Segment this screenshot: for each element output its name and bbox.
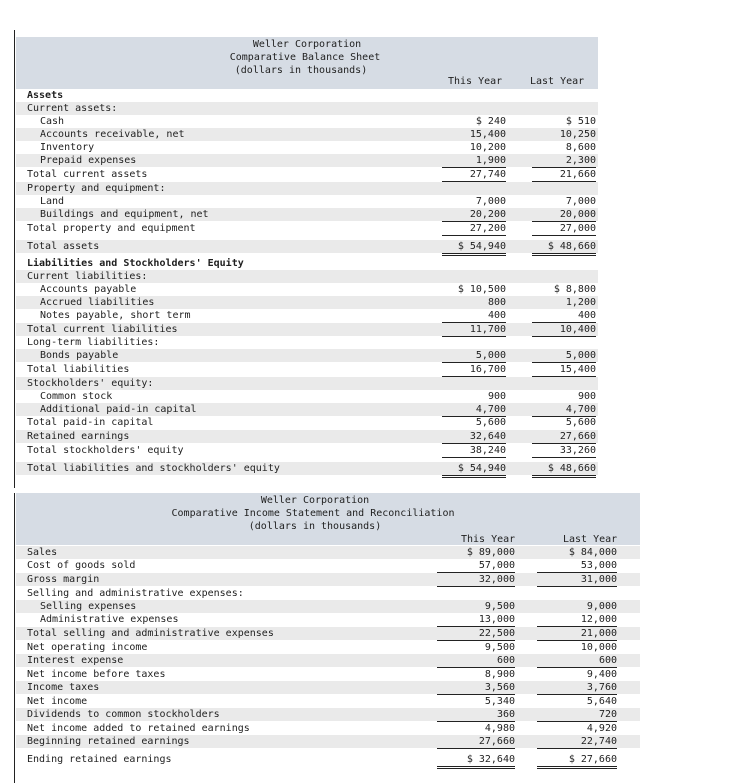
value-last-year: 31,000	[537, 573, 617, 587]
row-label: Total current liabilities	[27, 324, 178, 335]
row-administrative-expenses	[16, 613, 640, 626]
value-last-year: 53,000	[537, 559, 617, 573]
row-label: Total stockholders' equity	[27, 445, 184, 456]
row-bonds-payable	[16, 349, 598, 362]
row-label: Accounts payable	[40, 284, 137, 295]
row-label: Selling expenses	[40, 601, 137, 612]
value-last-year: 4,920	[586, 723, 617, 734]
row-net-operating-income	[16, 641, 640, 654]
bs-col-last-year: Last Year	[530, 76, 585, 87]
value-this-year: 57,000	[437, 559, 515, 573]
value-this-year: 27,660	[437, 735, 515, 749]
row-inventory	[16, 141, 598, 154]
value-last-year: 720	[537, 708, 617, 722]
row-label: Net income before taxes	[27, 669, 166, 680]
row-label: Notes payable, short term	[40, 310, 191, 321]
value-this-year: 15,400	[469, 129, 506, 140]
row-label: Liabilities and Stockholders' Equity	[27, 258, 244, 269]
income-statement-title	[16, 494, 640, 533]
row-accounts-payable	[16, 283, 598, 296]
row-label: Net operating income	[27, 642, 148, 653]
row-label: Long-term liabilities:	[27, 337, 160, 348]
row-land	[16, 195, 598, 208]
row-common-stock	[16, 390, 598, 403]
value-this-year: 27,200	[442, 222, 506, 236]
value-this-year: 360	[437, 708, 515, 722]
value-this-year: 8,900	[484, 669, 515, 680]
value-last-year: 5,640	[586, 696, 617, 707]
row-current-assets	[16, 102, 598, 115]
value-this-year: 7,000	[475, 196, 506, 207]
row-cash	[16, 115, 598, 128]
value-last-year: 3,760	[537, 681, 617, 695]
units-note: (dollars in thousands)	[248, 521, 382, 532]
value-this-year: $ 32,640	[437, 753, 515, 769]
bs-col-this-year: This Year	[448, 76, 503, 87]
value-last-year: 400	[532, 309, 596, 323]
row-label: Total paid-in capital	[27, 417, 154, 428]
row-gross-margin	[16, 573, 640, 586]
row-label: Cash	[40, 116, 65, 127]
row-label: Total property and equipment	[27, 223, 196, 234]
value-this-year: 5,600	[475, 417, 506, 428]
row-total-paid-in-capital	[16, 416, 598, 429]
value-last-year: 9,000	[586, 601, 617, 612]
row-buildings-and-equipment-net	[16, 208, 598, 221]
value-last-year: 10,250	[559, 129, 596, 140]
row-label: Retained earnings	[27, 431, 130, 442]
value-last-year: 900	[577, 391, 596, 402]
row-label: Common stock	[40, 391, 113, 402]
row-notes-payable-short-term	[16, 309, 598, 322]
value-last-year: 12,000	[537, 613, 617, 627]
value-last-year: 15,400	[532, 363, 596, 377]
row-label: Net income added to retained earnings	[27, 723, 250, 734]
value-this-year: 3,560	[437, 681, 515, 695]
row-cost-of-goods-sold	[16, 559, 640, 572]
row-label: Total assets	[27, 241, 100, 252]
value-last-year: 10,000	[537, 641, 617, 655]
value-last-year: 27,660	[532, 430, 596, 444]
value-last-year: 5,600	[565, 417, 596, 428]
row-selling-and-administrative-expenses	[16, 587, 640, 600]
is-col-this-year: This Year	[461, 534, 516, 545]
row-label: Assets	[27, 90, 64, 101]
row-label: Gross margin	[27, 574, 100, 585]
value-this-year: 5,000	[442, 349, 506, 363]
value-last-year: $ 27,660	[537, 753, 617, 769]
row-label: Stockholders' equity:	[27, 378, 154, 389]
value-this-year: 22,500	[437, 627, 515, 641]
row-label: Total current assets	[27, 169, 148, 180]
row-label: Accrued liabilities	[40, 297, 155, 308]
value-last-year: $ 48,660	[532, 240, 596, 256]
row-income-taxes	[16, 681, 640, 694]
row-total-selling-and-administrative-expenses	[16, 627, 640, 640]
row-sales	[16, 546, 640, 559]
row-dividends-to-common-stockholders	[16, 708, 640, 721]
row-label: Net income	[27, 696, 88, 707]
row-label: Buildings and equipment, net	[40, 209, 209, 220]
value-this-year: 1,900	[442, 154, 506, 168]
row-prepaid-expenses	[16, 154, 598, 167]
value-this-year: 32,000	[437, 573, 515, 587]
row-retained-earnings	[16, 430, 598, 443]
value-last-year: $ 510	[565, 116, 596, 127]
row-total-current-liabilities	[16, 323, 598, 336]
row-accrued-liabilities	[16, 296, 598, 309]
value-last-year: 7,000	[565, 196, 596, 207]
value-last-year: 21,000	[537, 627, 617, 641]
value-this-year: 11,700	[442, 323, 506, 337]
row-label: Dividends to common stockholders	[27, 709, 220, 720]
value-this-year: 400	[442, 309, 506, 323]
units-note: (dollars in thousands)	[234, 65, 368, 76]
value-last-year: 27,000	[532, 222, 596, 236]
row-net-income-before-taxes	[16, 668, 640, 681]
value-this-year: 20,200	[442, 208, 506, 222]
value-this-year: 10,200	[469, 142, 506, 153]
value-this-year: 5,340	[484, 696, 515, 707]
row-net-income	[16, 695, 640, 708]
row-ending-retained-earnings	[16, 753, 640, 766]
row-label: Additional paid-in capital	[40, 404, 197, 415]
value-last-year: 2,300	[532, 154, 596, 168]
row-label: Prepaid expenses	[40, 155, 137, 166]
value-this-year: $ 54,940	[442, 240, 506, 256]
row-label: Income taxes	[27, 682, 100, 693]
statement-name: Comparative Balance Sheet	[229, 52, 381, 63]
row-liabilities-and-stockholders-equity	[16, 257, 598, 270]
value-this-year: $ 10,500	[457, 284, 506, 295]
value-last-year: 4,700	[532, 403, 596, 417]
row-label: Total liabilities and stockholders' equity	[27, 463, 280, 474]
value-last-year: 1,200	[565, 297, 596, 308]
row-label: Current assets:	[27, 103, 118, 114]
value-this-year: 900	[487, 391, 506, 402]
row-accounts-receivable-net	[16, 128, 598, 141]
row-label: Current liabilities:	[27, 271, 148, 282]
row-label: Sales	[27, 547, 58, 558]
value-this-year: 9,500	[437, 641, 515, 655]
value-this-year: 16,700	[442, 363, 506, 377]
value-this-year: $ 54,940	[442, 462, 506, 478]
row-long-term-liabilities	[16, 336, 598, 349]
left-rule-top	[14, 30, 15, 488]
value-last-year: 5,000	[532, 349, 596, 363]
row-assets	[16, 89, 598, 102]
value-this-year: 600	[437, 654, 515, 668]
row-label: Bonds payable	[40, 350, 119, 361]
row-total-current-assets	[16, 168, 598, 181]
company-name: Weller Corporation	[260, 495, 370, 506]
value-this-year: 13,000	[437, 613, 515, 627]
row-label: Cost of goods sold	[27, 560, 136, 571]
row-stockholders-equity	[16, 377, 598, 390]
row-total-assets	[16, 240, 598, 253]
value-last-year: 33,260	[532, 444, 596, 458]
row-additional-paid-in-capital	[16, 403, 598, 416]
row-label: Ending retained earnings	[27, 754, 172, 765]
value-this-year: 4,980	[484, 723, 515, 734]
value-last-year: $ 48,660	[532, 462, 596, 478]
row-selling-expenses	[16, 600, 640, 613]
row-label: Beginning retained earnings	[27, 736, 190, 747]
value-this-year: 800	[487, 297, 506, 308]
company-name: Weller Corporation	[252, 39, 362, 50]
value-last-year: 10,400	[532, 323, 596, 337]
row-total-liabilities-and-stockholders-equity	[16, 462, 598, 475]
left-rule-bottom	[14, 493, 15, 783]
value-this-year: 32,640	[442, 430, 506, 444]
row-label: Accounts receivable, net	[40, 129, 185, 140]
row-beginning-retained-earnings	[16, 735, 640, 748]
row-total-stockholders-equity	[16, 444, 598, 457]
balance-sheet-title	[16, 38, 598, 77]
value-last-year: 8,600	[565, 142, 596, 153]
value-last-year: 22,740	[537, 735, 617, 749]
row-total-liabilities	[16, 363, 598, 376]
value-this-year: $ 240	[475, 116, 506, 127]
row-label: Administrative expenses	[40, 614, 179, 625]
value-this-year: 9,500	[484, 601, 515, 612]
row-net-income-added-to-retained-earnings	[16, 722, 640, 735]
row-interest-expense	[16, 654, 640, 667]
value-this-year: 27,740	[442, 168, 506, 182]
value-last-year: 21,660	[532, 168, 596, 182]
value-this-year: 38,240	[442, 444, 506, 458]
row-current-liabilities	[16, 270, 598, 283]
value-last-year: $ 8,800	[553, 284, 596, 295]
row-label: Selling and administrative expenses:	[27, 588, 244, 599]
row-label: Total liabilities	[27, 364, 130, 375]
value-last-year: 600	[537, 654, 617, 668]
row-label: Inventory	[40, 142, 95, 153]
value-last-year: 9,400	[586, 669, 617, 680]
row-label: Land	[40, 196, 65, 207]
is-col-last-year: Last Year	[563, 534, 618, 545]
statement-name: Comparative Income Statement and Reconciliation	[171, 508, 455, 519]
value-last-year: $ 84,000	[568, 547, 617, 558]
value-last-year: 20,000	[532, 208, 596, 222]
row-label: Interest expense	[27, 655, 124, 666]
value-this-year: $ 89,000	[466, 547, 515, 558]
row-total-property-and-equipment	[16, 222, 598, 235]
row-property-and-equipment	[16, 182, 598, 195]
row-label: Property and equipment:	[27, 183, 166, 194]
row-label: Total selling and administrative expenses	[27, 628, 274, 639]
value-this-year: 4,700	[442, 403, 506, 417]
